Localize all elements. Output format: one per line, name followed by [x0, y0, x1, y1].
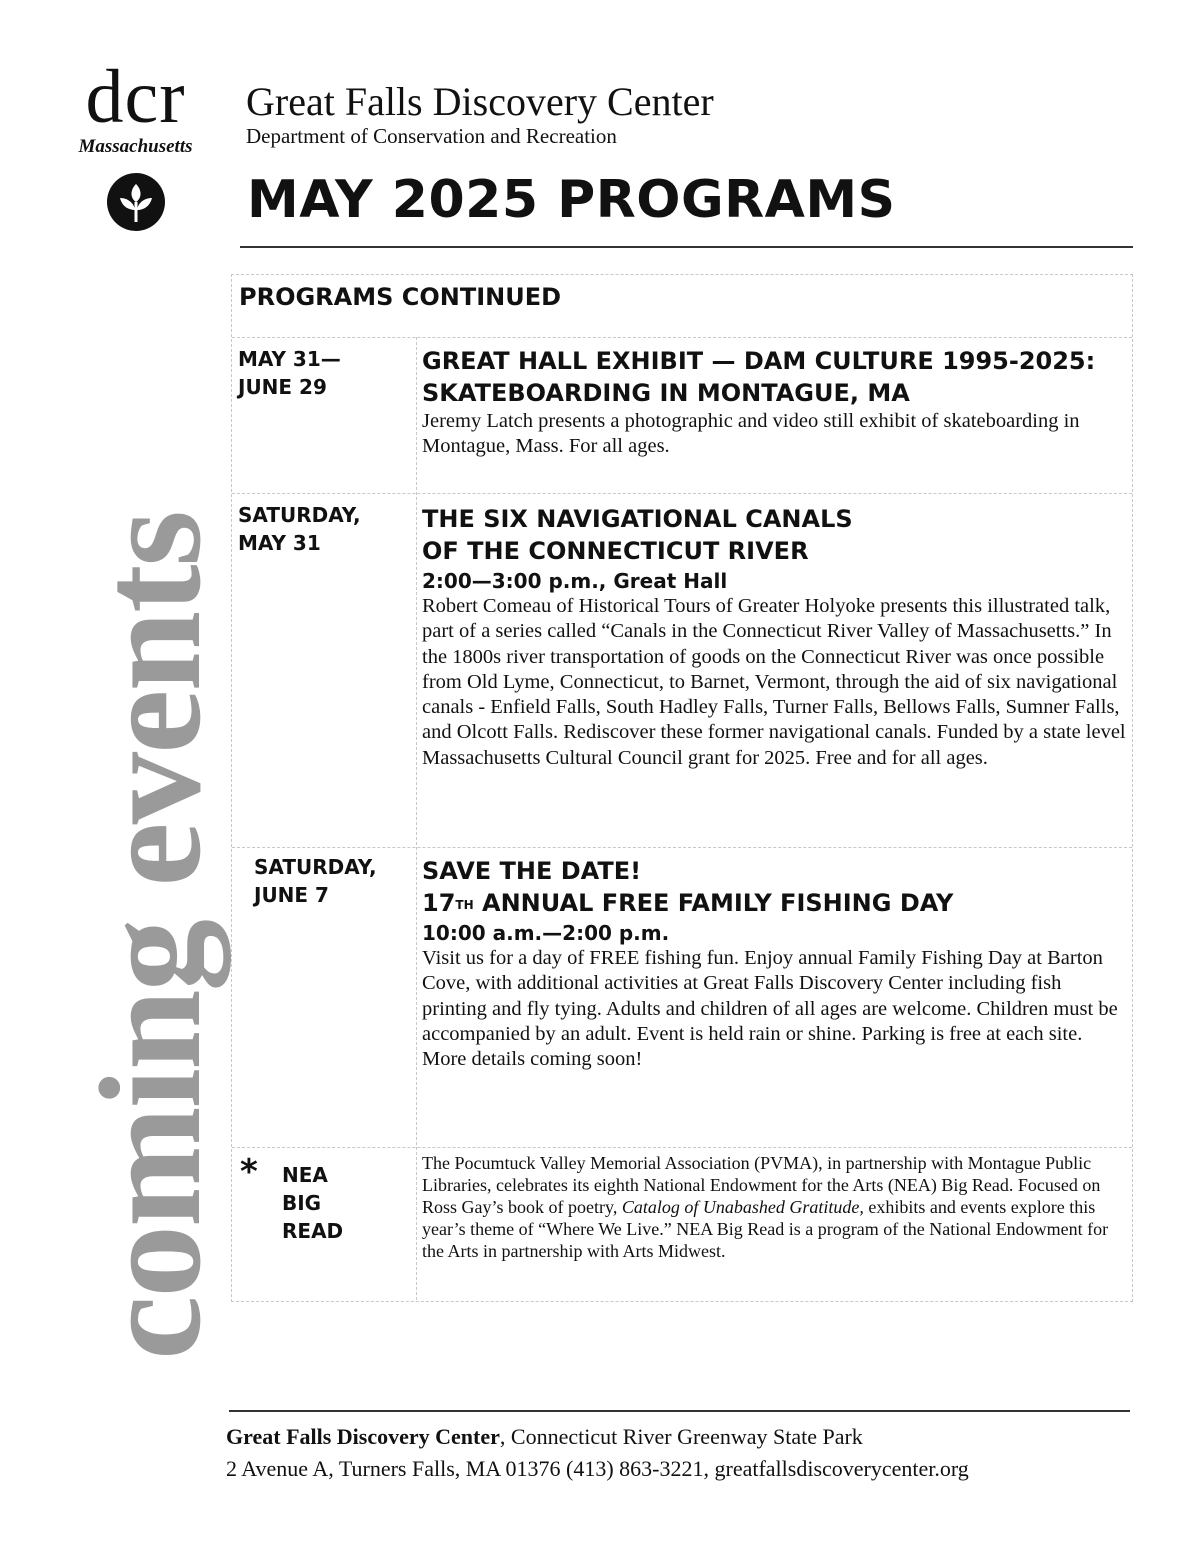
- nea-description: The Pocumtuck Valley Memorial Association (PVMA), in partnership with Montague Public Libraries, celebrates its eighth National Endowment for the Arts (NEA) Big Read. Focused on Ross Gay’s book of poetry, Catalog of Unabashed Gratitude, exhibits and events explore this year’s theme of “Where We Live.” NEA Big Read is a program of the National Endowment for the Arts in partnership with Arts Midwest.: [422, 1153, 1109, 1261]
- row-divider: [232, 1147, 1132, 1148]
- leaf-seal-icon: [106, 172, 166, 232]
- event-date: SATURDAY, MAY 31: [238, 503, 361, 555]
- programs-table: PROGRAMS CONTINUED MAY 31— JUNE 29 GREAT HALL EXHIBIT — DAM CULTURE 1995-2025: SKATEBOARDING IN MONTAGUE, MA Jeremy Latch presents a photographic and video still exhibit of skateboarding in Montague, Mass. For all ages. SATURDAY, MAY 31 THE SIX NAVIGATIONAL CANALS OF THE CONNECTICUT RIVER 2:00—3:00 p.m., Great Hall Robert Comeau of Historical Tours of Greater Holyoke presents this illustrated talk, part of a series called “Canals in the Connecticut River Valley of Massachusetts.” In the 1800s river transportation of goods on the Connecticut River was once possible from Old Lyme, Connecticut, to Barnet, Vermont, through the aid of six navigational canals - Enfield Falls, South Hadley Falls, Turner Falls, Bellows Falls, Sumner Falls, and Olcott Falls. Rediscover these former navigational canals. Funded by a state level Massachusetts Cultural Council grant for 2025. Free and for all ages. SATURDAY, JUNE 7 SAVE THE DATE! 17TH ANNUAL FREE FAMILY FISHING DAY 10:00 a.m.—2:00 p.m. Visit us for a day of FREE fishing fun. Enjoy annual Family Fishing Day at Barton Cove, with additional activities at Great Falls Discovery Center including fish printing and fly tying. Adults and children of all ages are welcome. Children must be accompanied by an adult. Event is held rain or shine. Parking is free at each site. More details coming soon! * NEA BIG READ The Pocumtuck Valley Memorial Association (PVMA), in partnership with Montague Public Libraries, celebrates its eighth National Endowment for the Arts (NEA) Big Read. Focused on Ross Gay’s book of poetry, Catalog of Unabashed Gratitude, exhibits and events explore this year’s theme of “Where We Live.” NEA Big Read is a program of the National Endowment for the Arts in partnership with Arts Midwest.: [231, 274, 1133, 1302]
- event-description: Jeremy Latch presents a photographic and video still exhibit of skateboarding in Montague, Mass. For all ages.: [422, 410, 1080, 458]
- header-divider: [240, 246, 1133, 248]
- event-fishing-day: [422, 855, 1130, 1072]
- row-divider: [232, 847, 1132, 848]
- event-canals-talk: [422, 503, 1130, 771]
- coming-events-side-label: coming events: [71, 512, 231, 1360]
- event-title: SAVE THE DATE! 17TH ANNUAL FREE FAMILY FISHING DAY: [422, 857, 954, 917]
- event-time: 10:00 a.m.—2:00 p.m.: [422, 921, 670, 945]
- footer-org-line: Great Falls Discovery Center, Connecticut River Greenway State Park: [226, 1424, 863, 1449]
- logo-state: Massachusetts: [78, 136, 193, 157]
- event-description: Robert Comeau of Historical Tours of Greater Holyoke presents this illustrated talk, part of a series called “Canals in the Connecticut River Valley of Massachusetts.” In the 1800s river transportation of goods on the Connecticut River was once possible from Old Lyme, Connecticut, to Barnet, Vermont, through the aid of six navigational canals - Enfield Falls, South Hadley Falls, Turner Falls, Bellows Falls, Sumner Falls, and Olcott Falls. Rediscover these former navigational canals. Funded by a state level Massachusetts Cultural Council grant for 2025. Free and for all ages.: [422, 595, 1126, 769]
- event-date: SATURDAY, JUNE 7: [254, 855, 377, 907]
- column-divider: [416, 337, 417, 1300]
- event-time: 2:00—3:00 p.m., Great Hall: [422, 569, 728, 593]
- section-heading: PROGRAMS CONTINUED: [239, 283, 562, 311]
- event-description: Visit us for a day of FREE fishing fun. Enjoy annual Family Fishing Day at Barton Cove, with additional activities at Great Falls Discovery Center including fish printing and fly tying. Adults and children of all ages are welcome. Children must be accompanied by an adult. Event is held rain or shine. Parking is free at each site. More details coming soon!: [422, 947, 1118, 1071]
- asterisk-icon: *: [240, 1152, 258, 1192]
- org-name: Great Falls Discovery Center: [246, 79, 714, 124]
- footer-divider: [229, 1410, 1130, 1412]
- row-divider: [232, 337, 1132, 338]
- dcr-logo: [58, 55, 213, 232]
- logo-wordmark: dcr: [85, 55, 186, 139]
- event-date: MAY 31— JUNE 29: [238, 347, 341, 399]
- event-exhibit: [422, 345, 1130, 460]
- department-name: Department of Conservation and Recreation: [246, 124, 617, 148]
- row-divider: [232, 493, 1132, 494]
- event-title: THE SIX NAVIGATIONAL CANALS OF THE CONNECTICUT RIVER: [422, 505, 853, 565]
- page-title: MAY 2025 PROGRAMS: [247, 170, 896, 230]
- nea-big-read: [422, 1152, 1130, 1262]
- footer-address: 2 Avenue A, Turners Falls, MA 01376 (413) 863-3221, greatfallsdiscoverycenter.org: [226, 1456, 969, 1481]
- event-title: GREAT HALL EXHIBIT — DAM CULTURE 1995-2025: SKATEBOARDING IN MONTAGUE, MA: [422, 347, 1096, 407]
